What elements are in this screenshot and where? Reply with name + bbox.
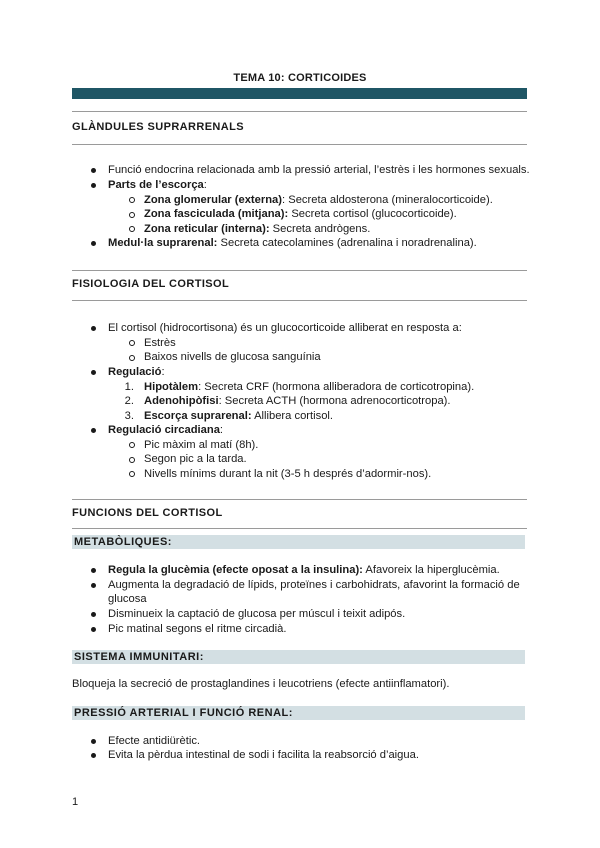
list-item: Efecte antidiürètic.	[108, 735, 201, 747]
list-item: Zona glomerular (externa): Secreta aldosterona (mineralocorticoide).	[144, 194, 493, 206]
subheading-metaboliques: METABÒLIQUES:	[72, 535, 525, 549]
section-heading-glandules: GLÀNDULES SUPRARRENALS	[72, 121, 244, 133]
bullet-icon	[91, 739, 96, 744]
list-item: Funció endocrina relacionada amb la pressió arterial, l’estrès i les hormones sexuals.	[108, 164, 530, 176]
list-item: Evita la pèrdua intestinal de sodi i facilita la reabsorció d’aigua.	[108, 749, 419, 761]
subheading-sistema-immunitari: SISTEMA IMMUNITARI:	[72, 650, 525, 664]
section-heading-funcions: FUNCIONS DEL CORTISOL	[72, 507, 223, 519]
circle-bullet-icon	[129, 355, 135, 361]
divider	[72, 144, 527, 145]
list-number: 1.	[124, 381, 134, 393]
page-number: 1	[72, 796, 79, 808]
list-item: Medul·la suprarenal: Secreta catecolamines (adrenalina i noradrenalina).	[108, 237, 477, 249]
list-item: Augmenta la degradació de lípids, proteïnes i carbohidrats, afavorint la formació de	[108, 579, 520, 591]
list-item: Pic màxim al matí (8h).	[144, 439, 259, 451]
bullet-icon	[91, 753, 96, 758]
circle-bullet-icon	[129, 457, 135, 463]
divider	[72, 111, 527, 112]
list-item: Pic matinal segons el ritme circadià.	[108, 623, 287, 635]
list-item: Estrès	[144, 337, 176, 349]
section-heading-fisiologia: FISIOLOGIA DEL CORTISOL	[72, 278, 230, 290]
list-item: Adenohipòfisi: Secreta ACTH (hormona adrenocorticotropa).	[144, 395, 451, 407]
list-item: Zona reticular (interna): Secreta andrògens.	[144, 223, 371, 235]
list-item: Regulació:	[108, 366, 165, 378]
list-item: Nivells mínims durant la nit (3-5 h després d’adormir-nos).	[144, 468, 432, 480]
list-item: Regula la glucèmia (efecte oposat a la insulina): Afavoreix la hiperglucèmia.	[108, 564, 500, 576]
list-item: Zona fasciculada (mitjana): Secreta cortisol (glucocorticoide).	[144, 208, 457, 220]
list-item: El cortisol (hidrocortisona) és un glucocorticoide alliberat en resposta a:	[108, 322, 462, 334]
list-item: Baixos nivells de glucosa sanguínia	[144, 351, 321, 363]
bullet-icon	[91, 612, 96, 617]
title-bar	[72, 88, 527, 99]
circle-bullet-icon	[129, 340, 135, 346]
divider	[72, 499, 527, 500]
list-item-continuation: glucosa	[108, 593, 147, 605]
bullet-icon	[91, 428, 96, 433]
bullet-icon	[91, 583, 96, 588]
list-item: Parts de l’escorça:	[108, 179, 207, 191]
divider	[72, 528, 527, 529]
list-item: Escorça suprarenal: Allibera cortisol.	[144, 410, 334, 422]
circle-bullet-icon	[129, 226, 135, 232]
bullet-icon	[91, 568, 96, 573]
circle-bullet-icon	[129, 442, 135, 448]
list-item: Regulació circadiana:	[108, 424, 224, 436]
bullet-icon	[91, 326, 96, 331]
list-item: Segon pic a la tarda.	[144, 453, 247, 465]
list-number: 2.	[124, 395, 134, 407]
divider	[72, 300, 527, 301]
paragraph: Bloqueja la secreció de prostaglandines i leucotriens (efecte antiinflamatori).	[72, 678, 450, 690]
bullet-icon	[91, 241, 96, 246]
divider	[72, 270, 527, 271]
bullet-icon	[91, 370, 96, 375]
bullet-icon	[91, 183, 96, 188]
bullet-icon	[91, 627, 96, 632]
circle-bullet-icon	[129, 212, 135, 218]
list-item: Hipotàlem: Secreta CRF (hormona alliberadora de corticotropina).	[144, 381, 475, 393]
bullet-icon	[91, 168, 96, 173]
page-title: TEMA 10: CORTICOIDES	[233, 72, 367, 84]
list-number: 3.	[124, 410, 134, 422]
circle-bullet-icon	[129, 197, 135, 203]
subheading-pressio-arterial: PRESSIÓ ARTERIAL I FUNCIÓ RENAL:	[72, 706, 525, 720]
list-item: Disminueix la captació de glucosa per múscul i teixit adipós.	[108, 608, 406, 620]
circle-bullet-icon	[129, 471, 135, 477]
